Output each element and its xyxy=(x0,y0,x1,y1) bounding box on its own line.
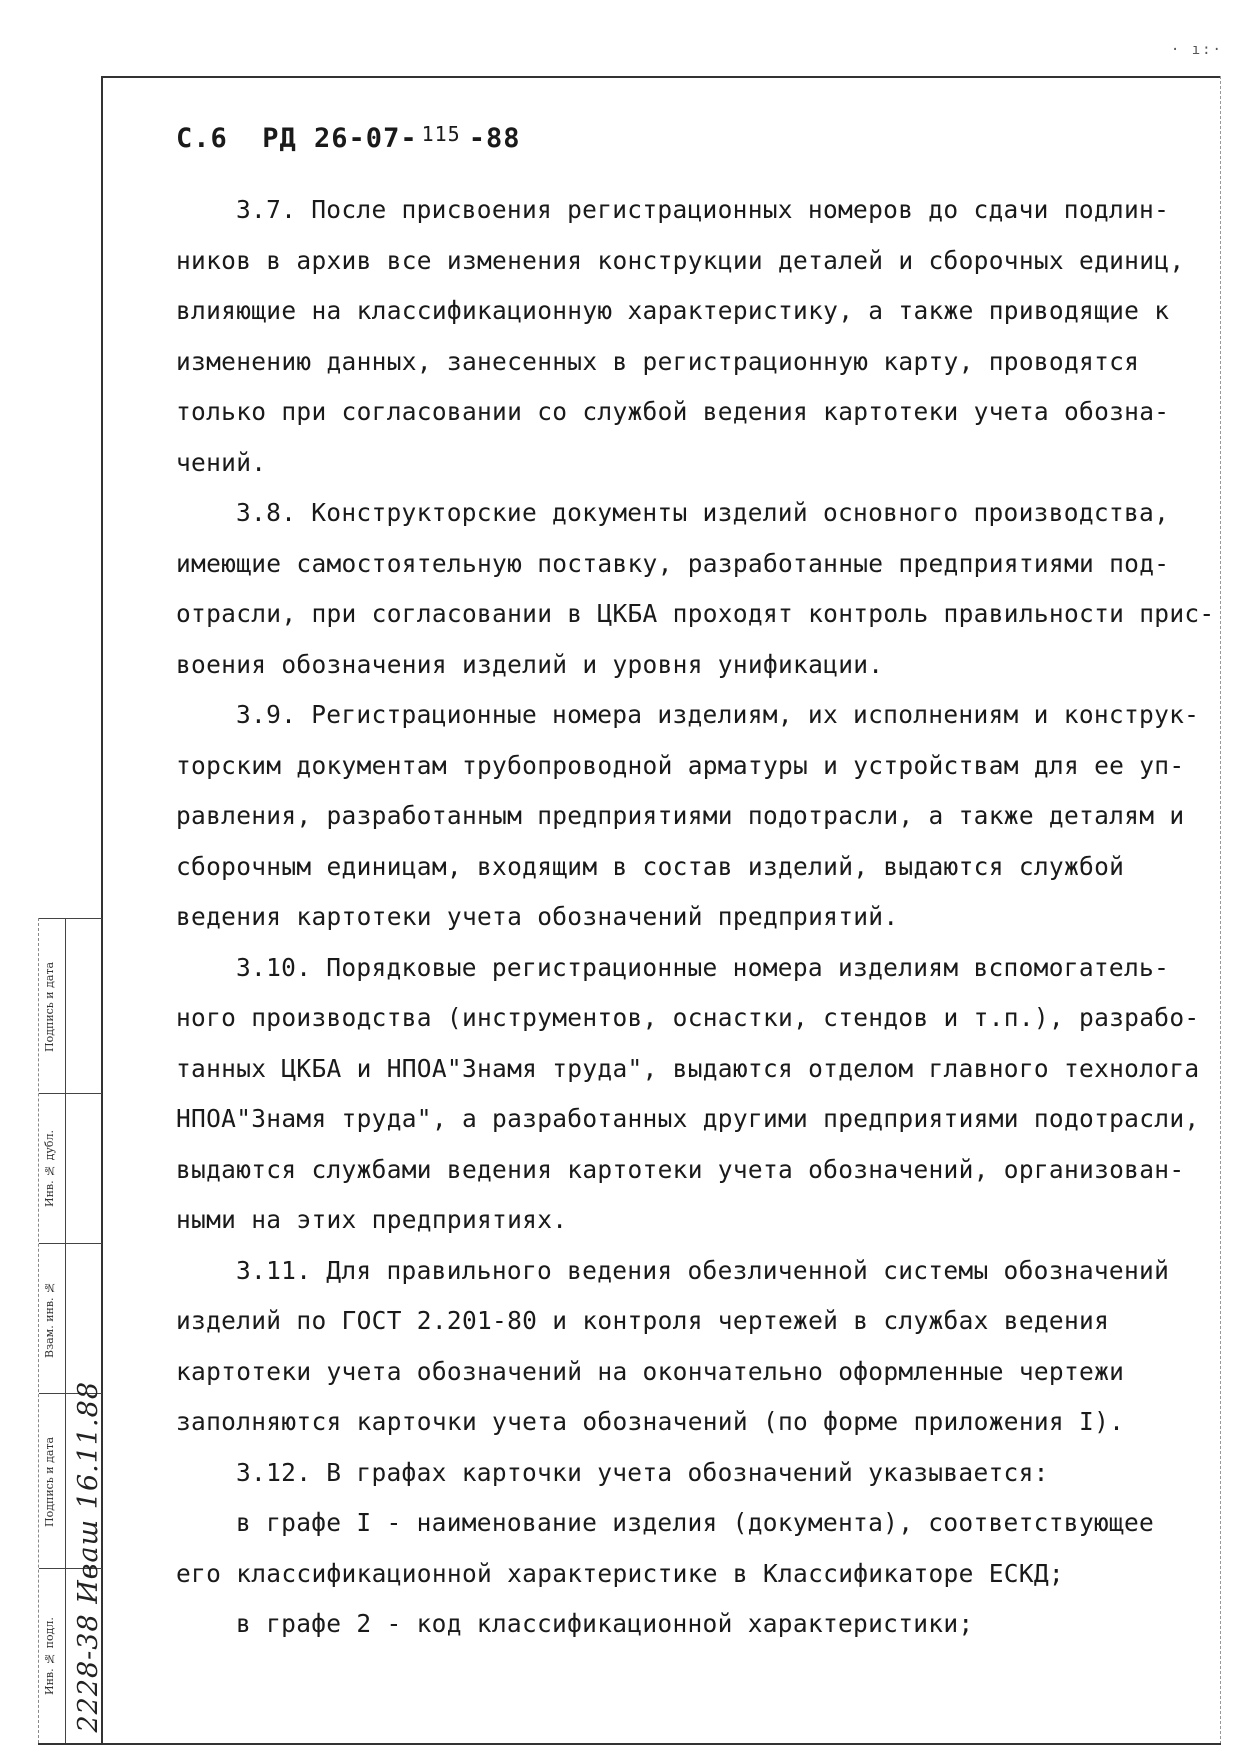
header-prefix: С.6 РД 26-07- xyxy=(176,123,418,154)
stamp-label: Подпись и дата xyxy=(43,1436,56,1527)
stamp-label: Инв. № дубл. xyxy=(43,1130,56,1208)
header-doc-number: 115 xyxy=(421,122,461,146)
text-line: ведения картотеки учета обозначений предприятий. xyxy=(176,902,899,931)
body-text xyxy=(176,185,1215,1650)
text-line: изменению данных, занесенных в регистрационную карту, проводятся xyxy=(176,346,1140,376)
text-line: ников в архив все изменения конструкции деталей и сборочных единиц, xyxy=(176,245,1185,275)
text-line: 3.11. Для правильного ведения обезличенной системы обозначений xyxy=(236,1255,1170,1285)
stamp-label: Взам. инв. № xyxy=(43,1280,56,1358)
text-line: танных ЦКБА и НПОА"Знамя труда", выдаются отделом главного технолога xyxy=(176,1053,1200,1083)
text-line: его классификационной характеристике в Классификаторе ЕСКД; xyxy=(176,1558,1064,1588)
text-line: ного производства (инструментов, оснастки, стендов и т.п.), разрабо- xyxy=(176,1003,1200,1032)
text-line: 3.12. В графах карточки учета обозначений указывается: xyxy=(236,1457,1049,1487)
text-line: выдаются службами ведения картотеки учета обозначений, организован- xyxy=(176,1154,1185,1184)
text-line: чений. xyxy=(176,447,267,477)
text-line: 3.7. После присвоения регистрационных номеров до сдачи подлин- xyxy=(236,195,1170,224)
stamp-cell xyxy=(39,1093,102,1244)
header-suffix: -88 xyxy=(468,123,521,154)
text-line: 3.8. Конструкторские документы изделий основного производства, xyxy=(236,498,1170,527)
stamp-cell xyxy=(39,918,102,1094)
text-line: сборочным единицам, входящим в состав изделий, выдаются службой xyxy=(176,851,1125,881)
text-line: в графе 2 - код классификационной характеристики; xyxy=(236,1609,974,1638)
frame-right-border xyxy=(1220,76,1221,1744)
text-line: ными на этих предприятиях. xyxy=(176,1205,568,1234)
stamp-label: Подпись и дата xyxy=(43,961,56,1052)
text-line: 3.9. Регистрационные номера изделиям, их исполнениям и конструк- xyxy=(236,700,1200,729)
text-line: влияющие на классификационную характеристику, а также приводящие к xyxy=(176,296,1170,325)
handwritten-signature: 2228-38 Иваш 16.11.88 xyxy=(73,1381,104,1733)
text-line: торским документам трубопроводной арматуры и устройствам для ее уп- xyxy=(176,750,1185,780)
text-line: изделий по ГОСТ 2.201-80 и контроля чертежей в службах ведения xyxy=(176,1306,1110,1335)
stamp-strip xyxy=(38,918,102,1743)
frame-bottom-border xyxy=(38,1743,1221,1745)
stamp-cell xyxy=(39,1243,102,1394)
text-line: только при согласовании со службой ведения картотеки учета обозна- xyxy=(176,397,1170,426)
page-header xyxy=(176,122,520,154)
text-line: заполняются карточки учета обозначений (по форме приложения I). xyxy=(176,1407,1125,1436)
text-line: в графе I - наименование изделия (документа), соответствующее xyxy=(236,1508,1155,1537)
frame-top-border xyxy=(101,76,1221,78)
text-line: отрасли, при согласовании в ЦКБА проходят контроль правильности прис- xyxy=(176,599,1215,628)
text-line: картотеки учета обозначений на окончательно оформленные чертежи xyxy=(176,1356,1125,1386)
text-line: 3.10. Порядковые регистрационные номера изделиям вспомогатель- xyxy=(236,952,1170,982)
text-line: НПОА"Знамя труда", а разработанных другими предприятиями подотрасли, xyxy=(176,1104,1200,1133)
corner-mark: · ı:· xyxy=(1170,42,1223,58)
text-line: имеющие самостоятельную поставку, разработанные предприятиями под- xyxy=(176,548,1170,578)
text-line: равления, разработанным предприятиями подотрасли, а также деталям и xyxy=(176,801,1185,830)
stamp-label: Инв. № подл. xyxy=(43,1617,56,1696)
text-line: воения обозначения изделий и уровня унификации. xyxy=(176,649,884,679)
